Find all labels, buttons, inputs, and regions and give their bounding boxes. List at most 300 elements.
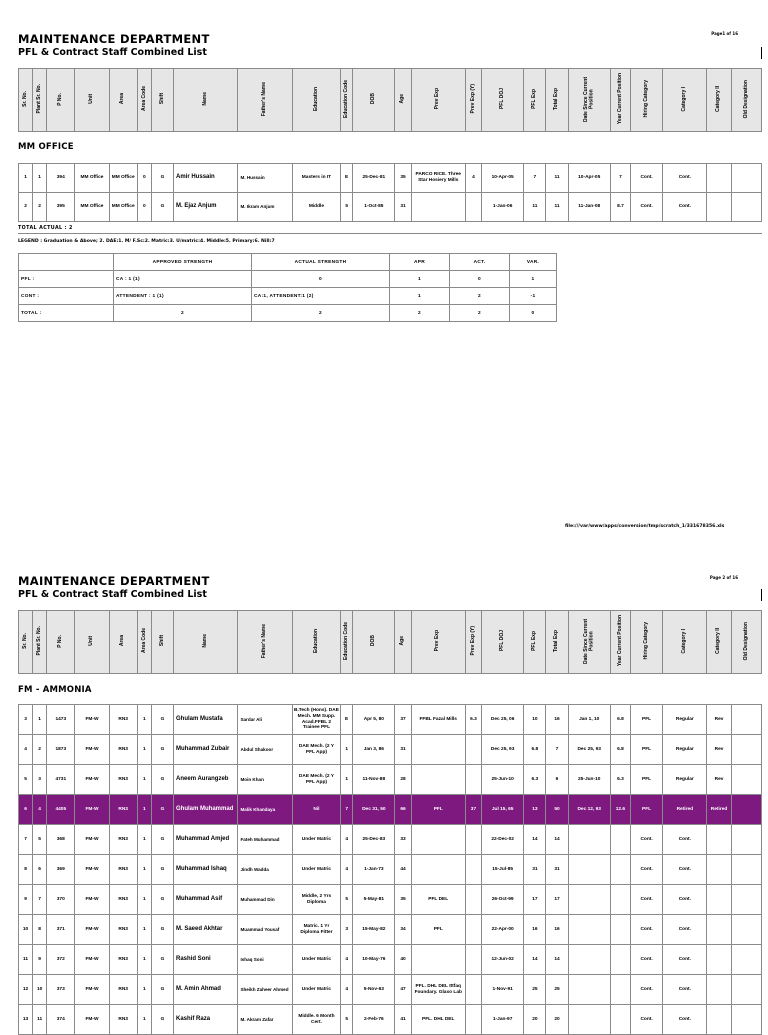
department-title: MAINTENANCE DEPARTMENT: [18, 574, 210, 588]
column-header: [292, 611, 340, 674]
table-cell: PFL: [630, 705, 662, 735]
table-cell: Retired: [663, 795, 707, 825]
strength-cell: 0: [510, 305, 557, 322]
column-header-label: PFL Exp: [531, 89, 538, 109]
column-header-label: Date Since Current Position: [582, 618, 595, 664]
table-cell: 25-Dec-83: [353, 825, 395, 855]
column-header-label: Total Exp: [553, 87, 560, 111]
table-cell: 368: [47, 825, 75, 855]
strength-cell: ATTENDENT : 1 (1): [114, 288, 252, 305]
table-cell: DAE Mech. (2 Y PFL App): [292, 735, 340, 765]
table-cell: [411, 825, 465, 855]
table-cell: 1: [19, 164, 33, 193]
table-cell: 9: [19, 885, 33, 915]
table-cell: 1-Jan-97: [482, 1005, 524, 1035]
table-cell: Jul 15, 65: [482, 795, 524, 825]
table-cell: 6: [33, 855, 47, 885]
table-cell: [610, 885, 630, 915]
total-actual: TOTAL ACTUAL : 2: [18, 226, 73, 231]
column-header: [465, 69, 481, 132]
column-header-label: Sr. No.: [21, 91, 28, 107]
column-header-label: Prev Exp: [434, 88, 441, 110]
column-header-label: Category II: [715, 628, 722, 654]
table-cell: Cont.: [630, 855, 662, 885]
page-number: Page1 of 16: [711, 31, 738, 36]
table-cell: Regular: [663, 705, 707, 735]
table-cell: 47: [395, 975, 411, 1005]
table-cell: Muammad Yousaf: [238, 915, 292, 945]
table-cell: [731, 164, 761, 193]
table-cell: 37: [465, 795, 481, 825]
header-row: [19, 611, 762, 674]
table-cell: 1: [33, 164, 47, 193]
table-cell: G: [151, 765, 173, 795]
table-cell: Ishaq Soni: [238, 945, 292, 975]
table-cell: 373: [47, 975, 75, 1005]
strength-cell: 1: [390, 288, 450, 305]
table-cell: 1: [341, 735, 353, 765]
column-header-label: Category I: [681, 628, 688, 654]
table-cell: G: [151, 735, 173, 765]
table-cell: Cont.: [630, 193, 662, 222]
table-cell: M. Hussain: [238, 164, 292, 193]
table-cell: 31: [546, 855, 568, 885]
table-cell: 11: [524, 193, 546, 222]
table-cell: 5: [341, 1005, 353, 1035]
header-row: [19, 69, 762, 132]
table-cell: G: [151, 915, 173, 945]
table-cell: Under Matric: [292, 945, 340, 975]
table-cell: 1: [137, 945, 151, 975]
table-cell: 12.6: [610, 795, 630, 825]
table-cell: 17: [546, 885, 568, 915]
table-cell: 25: [524, 975, 546, 1005]
table-cell: 6: [546, 765, 568, 795]
table-cell: Cont.: [663, 885, 707, 915]
table-cell: MM Office: [109, 193, 137, 222]
table-cell: 31: [395, 193, 411, 222]
table-cell: 11-Jan-08: [568, 193, 610, 222]
table-cell: 16: [546, 705, 568, 735]
column-header: [109, 69, 137, 132]
table-row: [19, 705, 762, 735]
table-cell: PFL DEL: [411, 885, 465, 915]
table-cell: Abdul Shakoor: [238, 735, 292, 765]
table-cell: 4731: [47, 765, 75, 795]
table-row: [19, 825, 762, 855]
table-cell: PFL: [630, 795, 662, 825]
column-header: [663, 69, 707, 132]
table-cell: FM-W: [75, 915, 109, 945]
column-header-label: Education: [312, 628, 319, 654]
column-header-label: Date Since Current Position: [582, 76, 595, 122]
table-cell: 20: [546, 1005, 568, 1035]
table-cell: [707, 825, 731, 855]
table-cell: Cont.: [630, 825, 662, 855]
table-cell: 15-Jul-85: [482, 855, 524, 885]
table-cell: Regular: [663, 735, 707, 765]
strength-header-row: [19, 254, 557, 271]
table-row: [19, 885, 762, 915]
table-cell: [465, 975, 481, 1005]
table-cell: [731, 705, 761, 735]
strength-cell: 2: [450, 288, 510, 305]
table-cell: [568, 885, 610, 915]
column-header: [731, 611, 761, 674]
table-cell: Cont.: [663, 825, 707, 855]
table-cell: Cont.: [663, 193, 707, 222]
table-cell: 1-Nov-91: [482, 975, 524, 1005]
table-cell: Cont.: [630, 915, 662, 945]
table-cell: 1: [137, 1005, 151, 1035]
column-header-label: Old Designation: [742, 621, 749, 661]
column-header: [395, 69, 411, 132]
table-cell: MM Office: [109, 164, 137, 193]
table-cell: 41: [395, 1005, 411, 1035]
table-cell: 14: [546, 945, 568, 975]
table-cell: 20: [524, 1005, 546, 1035]
table-cell: M. Amin Ahmad: [174, 975, 238, 1005]
table-cell: Cont.: [630, 1005, 662, 1035]
file-path: file:///var/www/apps/conversion/tmp/scratch_1/331678356.xls: [565, 524, 725, 529]
department-title: MAINTENANCE DEPARTMENT: [18, 32, 210, 46]
table-cell: G: [151, 825, 173, 855]
table-cell: [411, 765, 465, 795]
table-cell: 25-Dec-81: [353, 164, 395, 193]
strength-cell: 2: [114, 305, 252, 322]
table-cell: 4405: [47, 795, 75, 825]
table-cell: [568, 855, 610, 885]
column-header-label: DOB: [370, 93, 377, 105]
table-cell: Jan 1, 10: [568, 705, 610, 735]
table-cell: 3: [19, 705, 33, 735]
table-cell: [465, 193, 481, 222]
table-cell: [568, 915, 610, 945]
table-cell: 374: [47, 1005, 75, 1035]
strength-cell: 0: [450, 271, 510, 288]
table-cell: 1: [137, 975, 151, 1005]
table-cell: 369: [47, 855, 75, 885]
table-cell: G: [151, 945, 173, 975]
table-cell: [411, 945, 465, 975]
table-cell: [465, 885, 481, 915]
column-header-label: PFL Exp: [531, 631, 538, 651]
table-cell: Fateh Muhammad: [238, 825, 292, 855]
table-cell: PFL. DHL DEL: [411, 1005, 465, 1035]
table-cell: [731, 855, 761, 885]
table-cell: 4: [19, 735, 33, 765]
table-cell: 1-Oct-85: [353, 193, 395, 222]
table-cell: PFL: [411, 795, 465, 825]
table-cell: G: [151, 705, 173, 735]
table-cell: Dec 31, 50: [353, 795, 395, 825]
column-header: [75, 69, 109, 132]
table-cell: [465, 855, 481, 885]
table-cell: 16: [546, 915, 568, 945]
table-cell: 6.8: [610, 705, 630, 735]
page-edge-mark: [761, 589, 762, 601]
table-cell: [731, 765, 761, 795]
column-header-label: Year Current Position: [616, 73, 623, 125]
table-cell: [731, 975, 761, 1005]
table-cell: G: [151, 1005, 173, 1035]
table-cell: 15-May-82: [353, 915, 395, 945]
table-cell: [568, 975, 610, 1005]
strength-cell: PFL :: [19, 271, 114, 288]
strength-row: [19, 305, 557, 322]
table-cell: [568, 945, 610, 975]
table-cell: 6.3: [610, 765, 630, 795]
column-header-label: Area: [119, 635, 126, 647]
table-cell: Apr 5, 80: [353, 705, 395, 735]
column-header: [568, 69, 610, 132]
table-cell: Dec 12, 93: [568, 795, 610, 825]
table-cell: G: [151, 975, 173, 1005]
column-header-label: Father's Name: [261, 623, 268, 659]
table-cell: [707, 164, 731, 193]
column-header: [395, 611, 411, 674]
table-cell: 10-Apr-05: [482, 164, 524, 193]
column-header: [411, 611, 465, 674]
table-cell: Dec 25, 93: [568, 735, 610, 765]
table-cell: M. Ikram Anjum: [238, 193, 292, 222]
table-cell: 11: [546, 164, 568, 193]
table-cell: 1: [137, 765, 151, 795]
table-cell: FM-W: [75, 705, 109, 735]
table-cell: 12: [19, 975, 33, 1005]
column-header-label: Prev Exp (Y): [469, 626, 476, 656]
table-cell: G: [151, 795, 173, 825]
table-cell: 7: [341, 795, 353, 825]
table-row: [19, 795, 762, 825]
strength-table: [18, 253, 557, 322]
column-header-label: PFL DOJ: [498, 630, 505, 652]
table-cell: Middle: [292, 193, 340, 222]
table-cell: MM Office: [75, 164, 109, 193]
table-cell: RN3: [109, 975, 137, 1005]
table-cell: 10: [19, 915, 33, 945]
table-cell: Rev: [707, 735, 731, 765]
table-cell: [731, 825, 761, 855]
table-cell: Under Matric: [292, 975, 340, 1005]
table-cell: 4: [33, 795, 47, 825]
column-header-label: Hiring Category: [642, 622, 649, 660]
table-cell: Cont.: [663, 975, 707, 1005]
table-cell: DAE Mech. (2 Y PFL App): [292, 765, 340, 795]
table-cell: [610, 1005, 630, 1035]
column-header: [663, 611, 707, 674]
legend: LEGEND : Graduation & Above; 2. DAE:1. M/ F.Sc:2. Matric:3. U/matric:4. Middle:5. Primary:6. Nill:7: [18, 239, 275, 244]
section-title: FM - AMMONIA: [18, 685, 92, 695]
table-cell: Ghulam Muhammad: [174, 795, 238, 825]
table-cell: RN3: [109, 825, 137, 855]
table-cell: 12-Jun-02: [482, 945, 524, 975]
table-cell: Amir Hussain: [174, 164, 238, 193]
column-header: [174, 69, 238, 132]
table-cell: Ghulam Mustafa: [174, 705, 238, 735]
table-cell: Sheikh Zaheer Ahmed: [238, 975, 292, 1005]
table-cell: [465, 1005, 481, 1035]
table-cell: E: [341, 705, 353, 735]
table-header: [19, 69, 762, 132]
table-cell: Rashid Soni: [174, 945, 238, 975]
table-cell: 44: [395, 855, 411, 885]
table-row: [19, 765, 762, 795]
strength-cell: 1: [390, 271, 450, 288]
table-cell: Jindh Wadda: [238, 855, 292, 885]
section-title: MM OFFICE: [18, 142, 74, 152]
table-cell: 13: [524, 795, 546, 825]
table-cell: [411, 193, 465, 222]
table-cell: FFBL Fazal Mills: [411, 705, 465, 735]
table-cell: Cont.: [663, 1005, 707, 1035]
column-header: [137, 611, 151, 674]
table-cell: 372: [47, 945, 75, 975]
strength-cell: 2: [390, 305, 450, 322]
strength-cell: ACTUAL STRENGTH: [252, 254, 390, 271]
column-header-label: Old Designation: [742, 79, 749, 119]
divider: [18, 233, 762, 234]
column-header: [47, 611, 75, 674]
column-header: [546, 69, 568, 132]
table-cell: FM-W: [75, 855, 109, 885]
table-cell: 14: [524, 945, 546, 975]
table-cell: 1: [137, 795, 151, 825]
table-cell: Muhammad Asif: [174, 885, 238, 915]
table-cell: [707, 945, 731, 975]
table-cell: 35: [395, 164, 411, 193]
column-header-label: Age: [399, 94, 406, 104]
table-cell: 0: [137, 164, 151, 193]
table-cell: Cont.: [630, 945, 662, 975]
table-cell: FM-W: [75, 975, 109, 1005]
table-cell: RN3: [109, 945, 137, 975]
column-header: [137, 69, 151, 132]
column-header-label: PFL DOJ: [498, 88, 505, 110]
strength-cell: [19, 254, 114, 271]
table-cell: Nil: [292, 795, 340, 825]
table-cell: Matric. 1 Yr Diploma Fitter: [292, 915, 340, 945]
table-cell: 8: [19, 855, 33, 885]
table-cell: 7: [19, 825, 33, 855]
table-cell: 8: [33, 915, 47, 945]
table-cell: 1-Jan-73: [353, 855, 395, 885]
table-cell: G: [151, 193, 173, 222]
column-header-label: Area Code: [140, 86, 147, 112]
table-cell: 35: [395, 885, 411, 915]
strength-cell: CA:1, ATTENDENT:1 (2): [252, 288, 390, 305]
strength-cell: 2: [450, 305, 510, 322]
table-cell: RN3: [109, 765, 137, 795]
staff-table: [18, 68, 762, 132]
page-edge-mark: [761, 47, 762, 59]
table-cell: 40: [395, 945, 411, 975]
table-cell: B.Tech (Hons). DAE Mech. MM Supp. Acad.FFBL 2 Trainee PFL: [292, 705, 340, 735]
table-cell: 5: [19, 765, 33, 795]
table-cell: FM-W: [75, 825, 109, 855]
table-cell: 8.7: [610, 193, 630, 222]
table-cell: 9: [33, 945, 47, 975]
table-cell: [707, 855, 731, 885]
table-cell: PARCO RICE. Three Star Hosiery Mills: [411, 164, 465, 193]
table-cell: 22-Dec-02: [482, 825, 524, 855]
table-cell: Muhammad Din: [238, 885, 292, 915]
column-header-label: Education Code: [342, 79, 349, 119]
column-header: [630, 611, 662, 674]
table-cell: [610, 945, 630, 975]
table-cell: 5: [33, 825, 47, 855]
table-cell: RN3: [109, 1005, 137, 1035]
table-cell: M. Akram Zafar: [238, 1005, 292, 1035]
column-header-label: Sr. No.: [21, 633, 28, 649]
column-header-label: Shift: [158, 635, 165, 647]
table-cell: M. Saeed Akhtar: [174, 915, 238, 945]
column-header-label: Name: [201, 92, 208, 106]
column-header-label: Age: [399, 636, 406, 646]
column-header: [353, 69, 395, 132]
table-cell: FM-W: [75, 795, 109, 825]
column-header: [610, 611, 630, 674]
table-cell: Middle, 2 Yrs Diploma: [292, 885, 340, 915]
column-header-label: DOB: [370, 635, 377, 647]
table-cell: 25: [546, 975, 568, 1005]
column-header: [731, 69, 761, 132]
table-cell: G: [151, 164, 173, 193]
table-cell: RN3: [109, 885, 137, 915]
column-header-label: Category II: [715, 86, 722, 112]
table-cell: [610, 825, 630, 855]
table-cell: 37: [395, 705, 411, 735]
table-cell: [465, 765, 481, 795]
table-cell: 3: [33, 765, 47, 795]
table-cell: Moin Khan: [238, 765, 292, 795]
table-cell: Under Matric: [292, 825, 340, 855]
table-cell: [731, 193, 761, 222]
column-header-label: Father's Name: [261, 81, 268, 117]
table-cell: 17: [524, 885, 546, 915]
table-cell: Dec 25, 93: [482, 735, 524, 765]
table-cell: 1: [137, 735, 151, 765]
table-header: [19, 611, 762, 674]
table-row: [19, 915, 762, 945]
table-cell: PFL: [411, 915, 465, 945]
table-cell: MM Office: [75, 193, 109, 222]
table-cell: 13: [19, 1005, 33, 1035]
table-cell: [707, 975, 731, 1005]
table-cell: [731, 945, 761, 975]
table-cell: Middle. 6 Month Cert.: [292, 1005, 340, 1035]
table-cell: Jan 3, 86: [353, 735, 395, 765]
table-cell: 50: [546, 795, 568, 825]
table-cell: FM-W: [75, 765, 109, 795]
table-cell: Cont.: [663, 945, 707, 975]
table-cell: RN3: [109, 915, 137, 945]
column-header: [341, 611, 353, 674]
column-header: [411, 69, 465, 132]
table-row: [19, 975, 762, 1005]
column-header-label: Unit: [88, 636, 95, 646]
table-cell: Retired: [707, 795, 731, 825]
table-cell: 2-Feb-76: [353, 1005, 395, 1035]
table-cell: 10-Apr-05: [568, 164, 610, 193]
table-row: [19, 164, 762, 193]
table-cell: [707, 915, 731, 945]
table-cell: [610, 855, 630, 885]
strength-row: [19, 288, 557, 305]
table-cell: 16: [524, 915, 546, 945]
table-cell: 4: [465, 164, 481, 193]
table-cell: Masters in IT: [292, 164, 340, 193]
